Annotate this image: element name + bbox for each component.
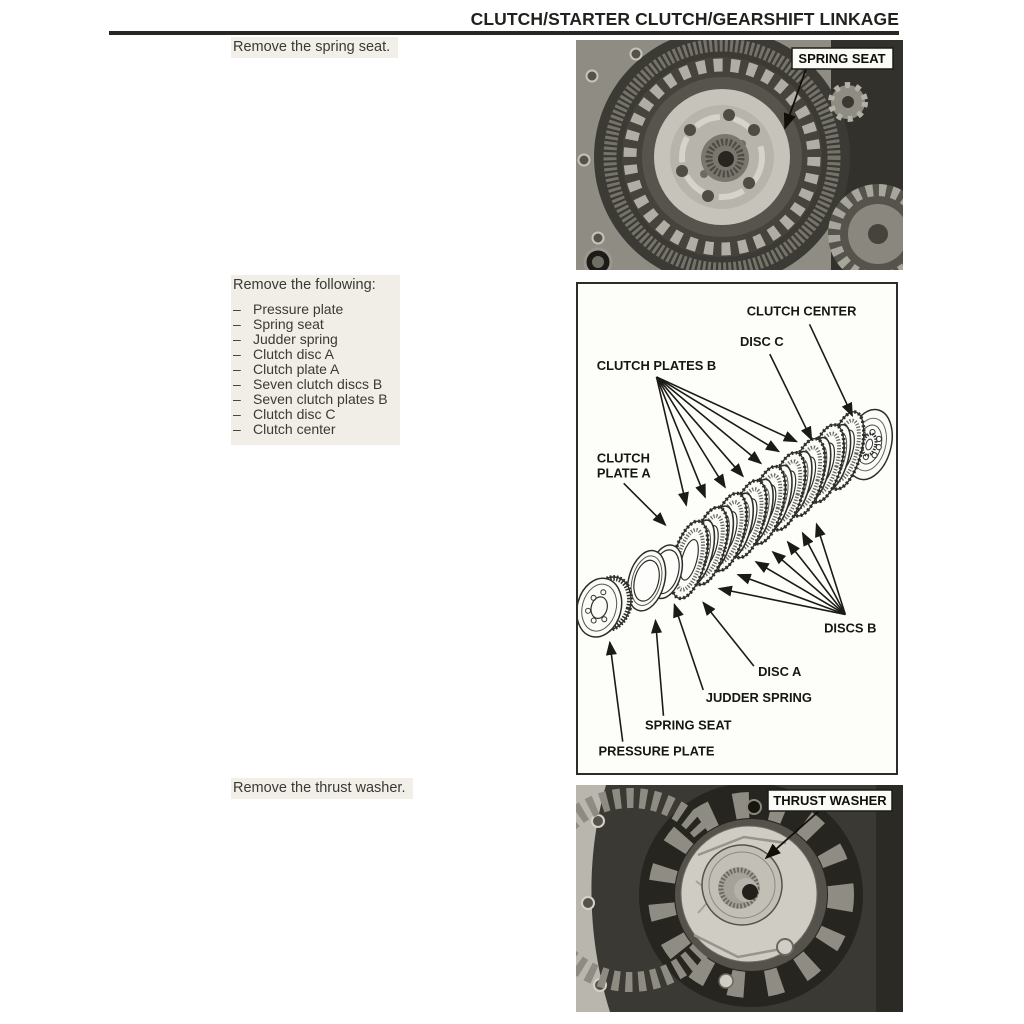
label-spring-seat: SPRING SEAT (645, 717, 732, 733)
photo-spring-seat (576, 40, 903, 270)
label-disc-c: DISC C (739, 334, 784, 350)
clutch-exploded-illustration (578, 284, 896, 773)
list-item: – Seven clutch plates B (233, 391, 388, 407)
label-clutch-plate-a-line2: PLATE A (596, 465, 651, 481)
list-item: – Clutch disc C (233, 406, 336, 422)
thrust-washer-callout-label: THRUST WASHER (773, 793, 887, 808)
list-item: – Spring seat (233, 316, 324, 332)
clutch-exploded-diagram (576, 282, 898, 775)
spring-seat-photo-illustration (576, 40, 903, 270)
label-judder-spring: JUDDER SPRING (705, 689, 812, 705)
removal-list-block (231, 275, 400, 445)
instruction-remove-following: Remove the following: (233, 277, 376, 293)
list-item: – Pressure plate (233, 301, 344, 317)
label-clutch-plates-b: CLUTCH PLATES B (596, 357, 717, 373)
list-item: – Seven clutch discs B (233, 376, 383, 392)
list-item: – Clutch plate A (233, 361, 340, 377)
label-disc-a: DISC A (758, 664, 802, 680)
photo-thrust-washer (576, 785, 903, 1012)
label-clutch-plate-a-line1: CLUTCH (596, 450, 650, 466)
label-discs-b: DISCS B (824, 620, 877, 636)
spring-seat-callout-label: SPRING SEAT (798, 51, 886, 66)
thrust-washer-callout (768, 790, 892, 811)
spring-seat-callout (792, 48, 893, 69)
thrust-washer-photo-illustration (576, 785, 903, 1012)
page-title: CLUTCH/STARTER CLUTCH/GEARSHIFT LINKAGE (470, 9, 899, 29)
label-clutch-center: CLUTCH CENTER (746, 303, 857, 319)
removal-list (233, 302, 388, 437)
header-rule (109, 31, 899, 35)
instruction-remove-thrust-washer: Remove the thrust washer. (231, 778, 413, 799)
list-item: – Clutch center (233, 421, 336, 437)
label-pressure-plate: PRESSURE PLATE (598, 743, 715, 759)
list-item: – Judder spring (233, 331, 338, 347)
list-item: – Clutch disc A (233, 346, 334, 362)
instruction-remove-spring-seat: Remove the spring seat. (231, 37, 398, 58)
